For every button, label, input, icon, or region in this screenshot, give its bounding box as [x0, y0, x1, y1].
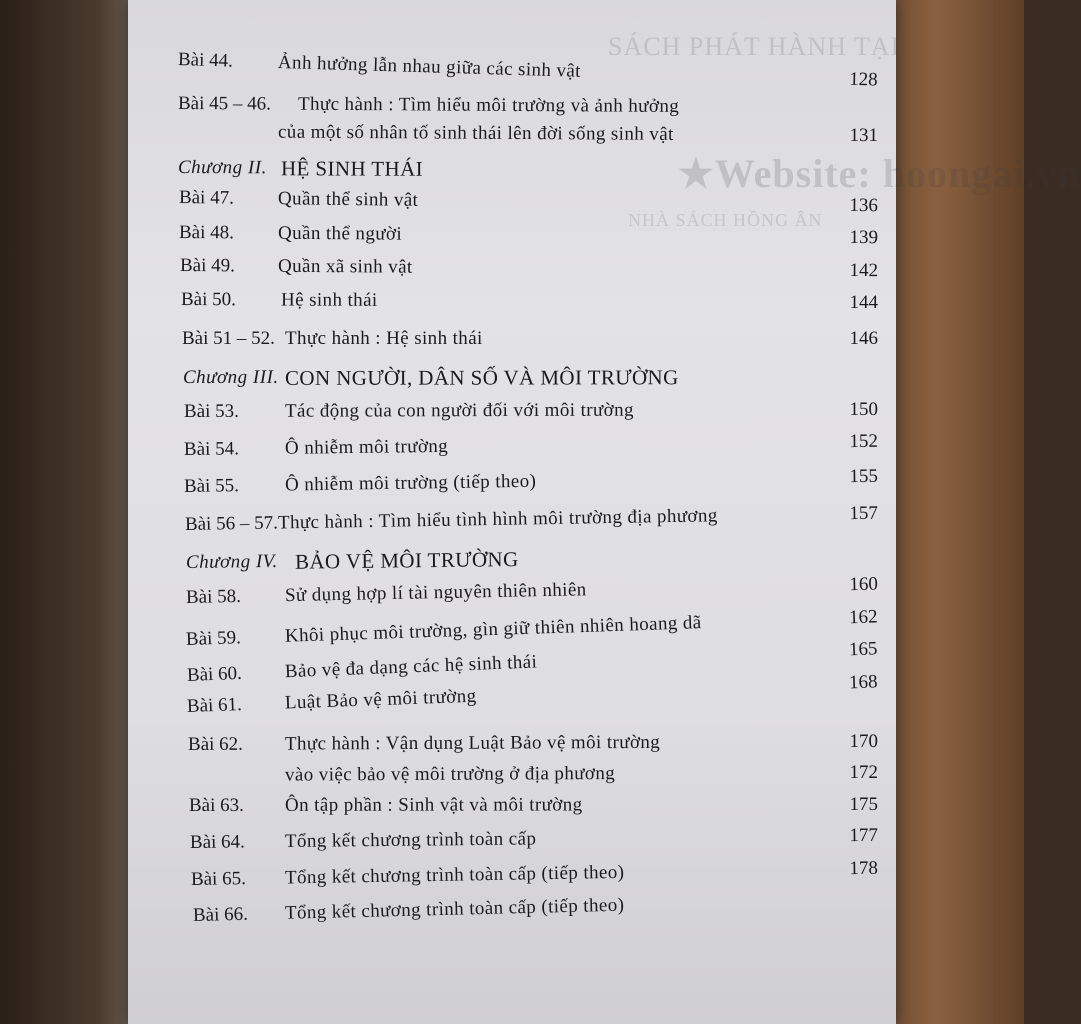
lesson-title: của một số nhân tố sinh thái lên đời sống sinh vật: [277, 121, 674, 145]
show-through-website: ★Website: hoongai.vn: [678, 151, 1081, 196]
page-number: 170: [849, 730, 879, 753]
page-number: 152: [849, 430, 879, 453]
lesson-title: Quần xã sinh vật: [277, 255, 413, 278]
lesson-number: Bài 64.: [189, 831, 245, 853]
chapter-label: Chương III.: [182, 366, 279, 388]
lesson-title: Hệ sinh thái: [280, 289, 378, 311]
page-number: 128: [848, 68, 879, 91]
page-number: 165: [848, 638, 878, 661]
page-number: 177: [849, 824, 879, 847]
lesson-title: Tổng kết chương trình toàn cấp: [284, 828, 537, 853]
page-number: 162: [848, 606, 878, 629]
lesson-number: Bài 48.: [178, 222, 234, 244]
lesson-title: Tổng kết chương trình toàn cấp (tiếp theo): [284, 861, 625, 889]
page-number: 144: [849, 291, 879, 314]
lesson-title: Thực hành : Vận dụng Luật Bảo vệ môi trường: [284, 731, 661, 755]
lesson-number: Bài 47.: [178, 187, 235, 209]
lesson-number: Bài 51 – 52.: [182, 328, 275, 349]
page-number: 175: [849, 793, 879, 816]
page-number: 139: [849, 226, 879, 249]
lesson-title: Tác động của con người đối với môi trường: [284, 399, 634, 422]
lesson-title: Ôn tập phần : Sinh vật và môi trường: [284, 794, 583, 816]
toc-entry: [182, 319, 1062, 359]
page-number: 172: [849, 761, 879, 784]
background-left: [0, 0, 140, 1024]
page-number: 168: [848, 671, 878, 694]
page-number: 142: [849, 259, 879, 282]
lesson-number: Bài 55.: [183, 475, 240, 497]
lesson-number: Bài 65.: [190, 868, 247, 890]
chapter-title: CON NGƯỜI, DÂN SỐ VÀ MÔI TRƯỜNG: [284, 365, 679, 390]
lesson-title: Ảnh hưởng lẫn nhau giữa các sinh vật: [277, 51, 582, 82]
lesson-number: Bài 62.: [187, 733, 243, 755]
lesson-number: Bài 56 – 57.: [184, 512, 279, 535]
chapter-title: HỆ SINH THÁI: [280, 156, 424, 181]
lesson-number: Bài 50.: [180, 289, 236, 311]
lesson-title: Tổng kết chương trình toàn cấp (tiếp theo): [284, 894, 625, 924]
page-number: 131: [849, 124, 879, 147]
page-number: 150: [849, 398, 879, 421]
chapter-label: Chương IV.: [185, 550, 278, 573]
page-number: 160: [849, 573, 879, 596]
lesson-title: Ô nhiễm môi trường (tiếp theo): [284, 470, 537, 496]
lesson-number: Bài 59.: [185, 627, 242, 650]
lesson-number: Bài 45 – 46.: [177, 93, 271, 115]
lesson-title: Sử dụng hợp lí tài nguyên thiên nhiên: [284, 579, 587, 607]
lesson-title: vào việc bảo vệ môi trường ở địa phương: [284, 763, 616, 786]
chapter-title: BẢO VỆ MÔI TRƯỜNG: [294, 547, 519, 574]
lesson-number: Bài 49.: [179, 255, 235, 277]
lesson-title: Quần thể sinh vật: [277, 188, 419, 211]
lesson-title: Thực hành : Tìm hiểu môi trường và ảnh hưởng: [297, 93, 680, 117]
lesson-title: Thực hành : Tìm hiểu tình hình môi trường địa phương: [277, 505, 718, 534]
lesson-number: Bài 53.: [183, 400, 239, 422]
page-number: 136: [849, 194, 879, 217]
page-number: 178: [849, 857, 879, 880]
lesson-title: Thực hành : Hệ sinh thái: [285, 328, 483, 349]
lesson-title: Ô nhiễm môi trường: [284, 435, 449, 459]
page-number: 157: [849, 502, 879, 525]
lesson-title: Quần thể người: [277, 222, 403, 245]
lesson-number: Bài 60.: [186, 662, 243, 686]
lesson-number: Bài 63.: [188, 794, 244, 816]
toc-entry: [181, 280, 1061, 324]
lesson-number: Bài 66.: [192, 903, 249, 926]
lesson-title: Khôi phục môi trường, gìn giữ thiên nhiên hoang dã: [284, 612, 702, 647]
lesson-number: Bài 54.: [183, 438, 240, 460]
lesson-number: Bài 58.: [185, 585, 242, 608]
lesson-number: Bài 61.: [186, 694, 243, 717]
show-through-store: NHÀ SÁCH HỒNG ÂN: [628, 210, 823, 230]
lesson-title: Bảo vệ đa dạng các hệ sinh thái: [284, 651, 538, 683]
page-number: 155: [849, 465, 879, 488]
lesson-title: Luật Bảo vệ môi trường: [284, 685, 477, 714]
chapter-label: Chương II.: [177, 157, 267, 179]
lesson-number: Bài 44.: [177, 49, 234, 72]
page-number: 146: [849, 328, 878, 349]
show-through-title: SÁCH PHÁT HÀNH TẠI: [608, 32, 901, 61]
